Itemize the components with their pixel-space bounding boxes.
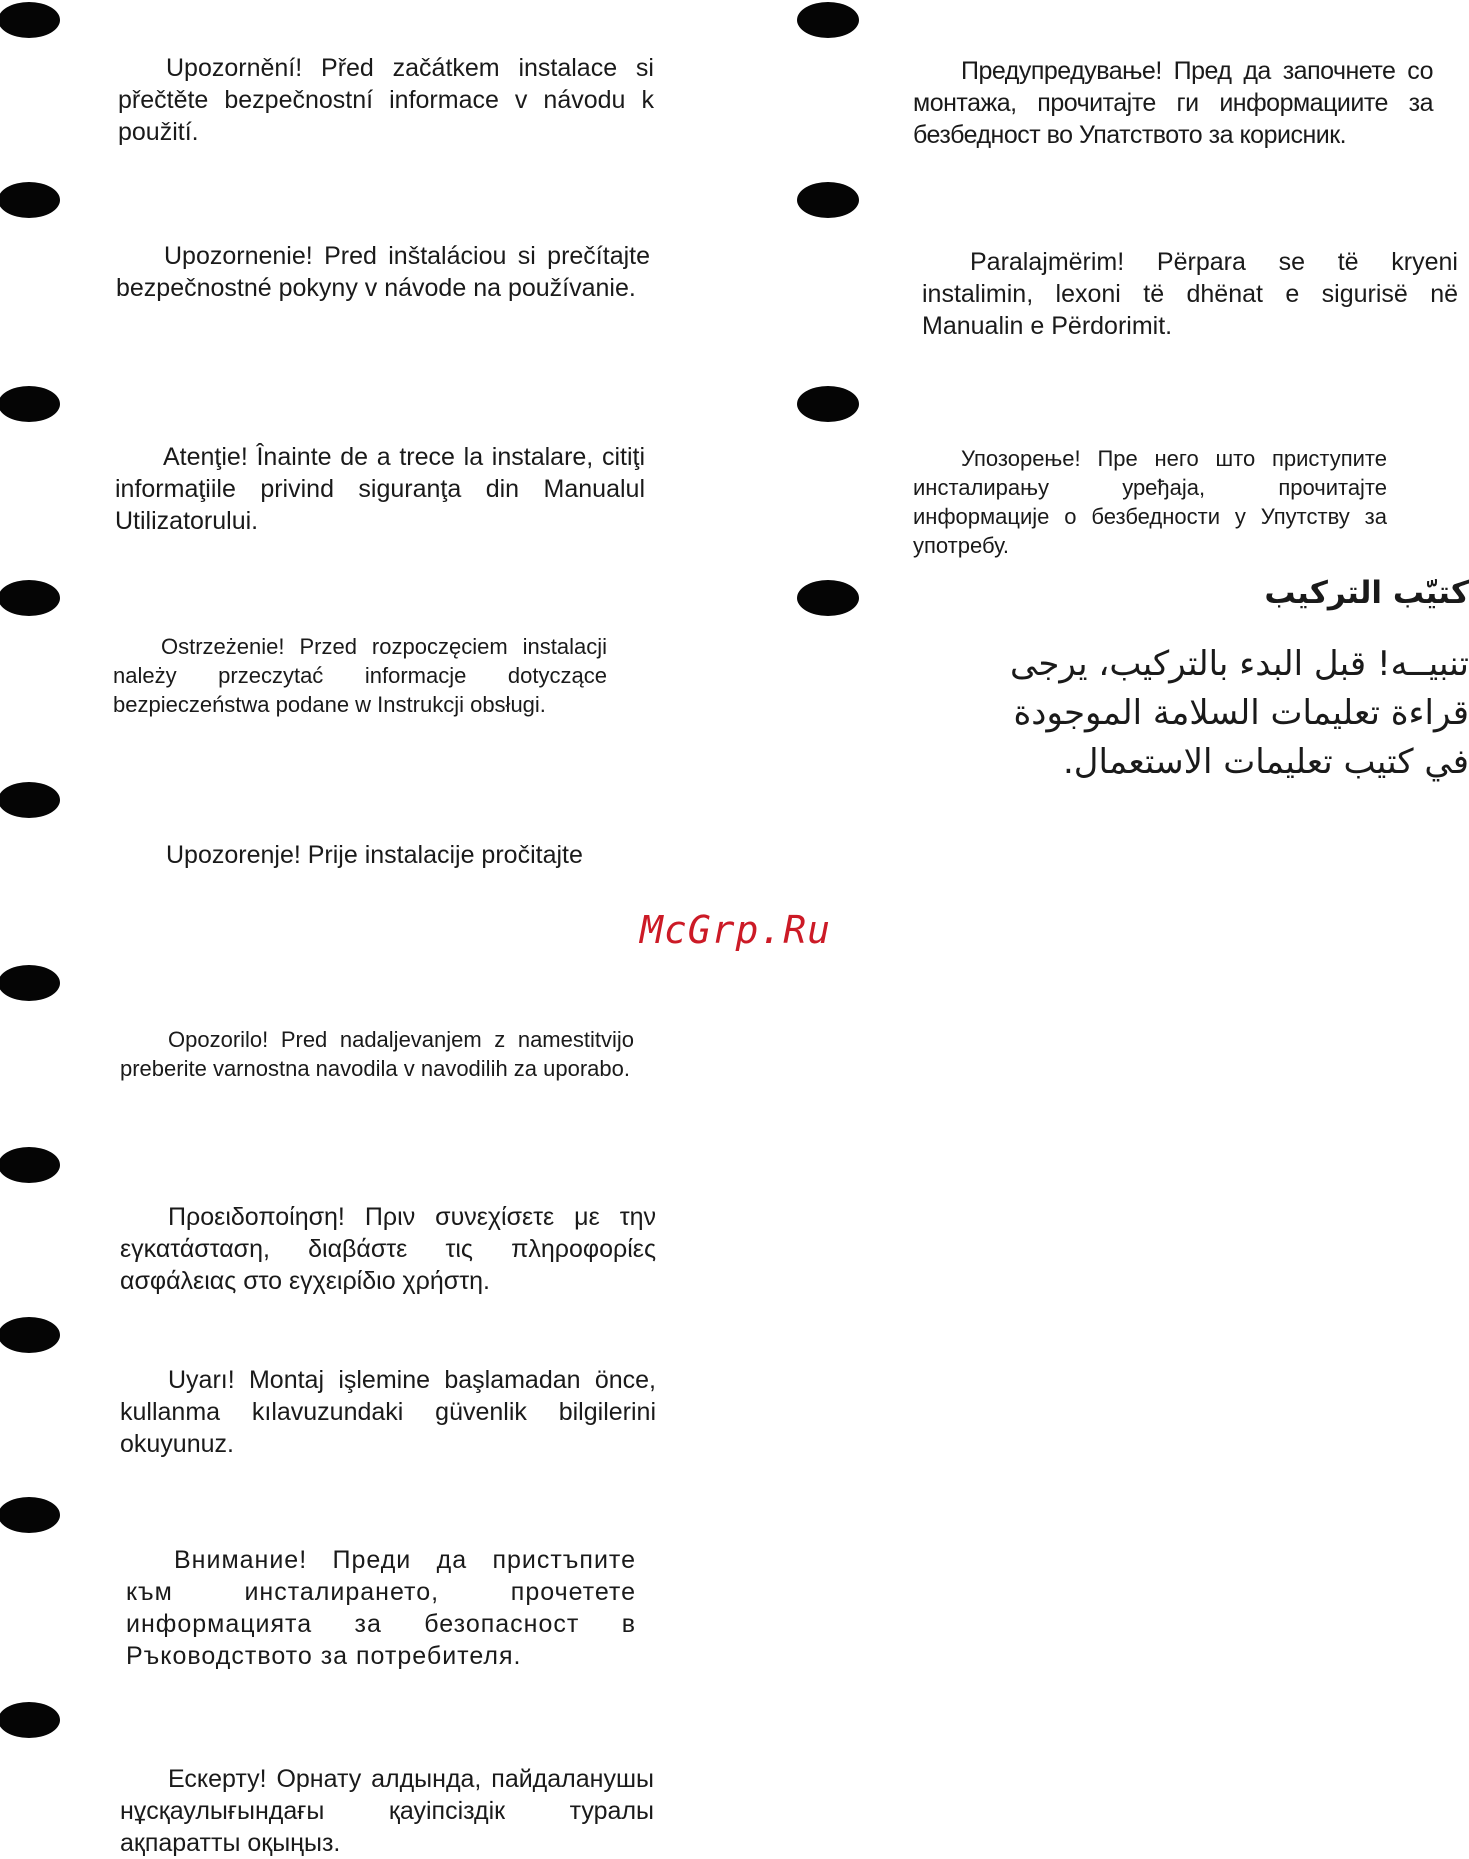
binder-tab: [0, 2, 60, 38]
binder-tab: [0, 1317, 60, 1353]
warning-slovak: [116, 240, 650, 304]
warning-bulgarian: [126, 1544, 636, 1672]
warning-polish: [113, 632, 607, 719]
warning-macedonian: [913, 55, 1433, 151]
binder-tab: [0, 965, 60, 1001]
warning-text: Упозорење! Пре него што приступите инсталирању уређаја, прочитајте информације о безбедности у Упутству за употребу.: [913, 446, 1387, 558]
warning-kazakh: [120, 1763, 654, 1859]
warning-czech: [118, 52, 654, 148]
warning-text: Προειδοποίηση! Πριν συνεχίσετε με την εγκατάσταση, διαβάστε τις πληροφορίες ασφάλειας στο εγχειρίδιο χρήστη.: [120, 1203, 656, 1295]
warning-romanian: [115, 441, 645, 537]
warning-text: Upozorenje! Prije instalacije pročitajte: [166, 841, 583, 869]
binder-tab: [0, 580, 60, 616]
binder-tab: [797, 580, 859, 616]
arabic-title: كتيّب التركيب: [1264, 575, 1469, 611]
warning-text: Uyarı! Montaj işlemine başlamadan önce, kullanma kılavuzundaki güvenlik bilgilerini okuyunuz.: [120, 1366, 656, 1458]
binder-tab: [0, 386, 60, 422]
arabic-warning: تنبيــه! قبل البدء بالتركيب، يرجى قراءة تعليمات السلامة الموجودة في كتيب تعليمات الاستعمال.: [1010, 644, 1469, 782]
watermark-logo: McGrp.Ru: [640, 908, 832, 952]
warning-serbian: [913, 444, 1387, 560]
binder-tab: [797, 2, 859, 38]
warning-text: Opozorilo! Pred nadaljevanjem z namestitvijo preberite varnostna navodila v navodilih za uporabo.: [120, 1027, 634, 1081]
warning-text: Предупредување! Пред да започнете со монтажа, прочитајте ги информациите за безбедност во Упатството за корисник.: [913, 57, 1433, 149]
binder-tab: [0, 782, 60, 818]
warning-greek: [120, 1201, 656, 1297]
warning-text: Upozornění! Před začátkem instalace si přečtěte bezpečnostní informace v návodu k použití.: [118, 54, 654, 146]
warning-text: Ескерту! Орнату алдында, пайдаланушы нұсқаулығындағы қауіпсіздік туралы ақпаратты оқыңыз.: [120, 1765, 654, 1857]
warning-text: Atenţie! Înainte de a trece la instalare, citiţi informaţiile privind siguranţa din Manualul Utilizatorului.: [115, 443, 645, 535]
warning-croatian: [118, 839, 654, 871]
binder-tab: [0, 1702, 60, 1738]
warning-albanian: [922, 246, 1458, 342]
binder-tab: [0, 182, 60, 218]
binder-tab: [797, 182, 859, 218]
binder-tab: [0, 1147, 60, 1183]
warning-text: Внимание! Преди да пристъпите към инсталирането, прочетете информацията за безопасност в Ръководството за потребителя.: [126, 1546, 636, 1670]
binder-tab: [797, 386, 859, 422]
warning-slovenian: [120, 1025, 634, 1083]
warning-text: Paralajmërim! Përpara se të kryeni instalimin, lexoni të dhënat e sigurisë në Manualin e Përdorimit.: [922, 248, 1458, 340]
warning-text: Ostrzeżenie! Przed rozpoczęciem instalacji należy przeczytać informacje dotyczące bezpieczeństwa podane w Instrukcji obsługi.: [113, 634, 607, 717]
warning-text: Upozornenie! Pred inštaláciou si prečítajte bezpečnostné pokyny v návode na používanie.: [116, 242, 650, 302]
warning-turkish: [120, 1364, 656, 1460]
binder-tab: [0, 1497, 60, 1533]
